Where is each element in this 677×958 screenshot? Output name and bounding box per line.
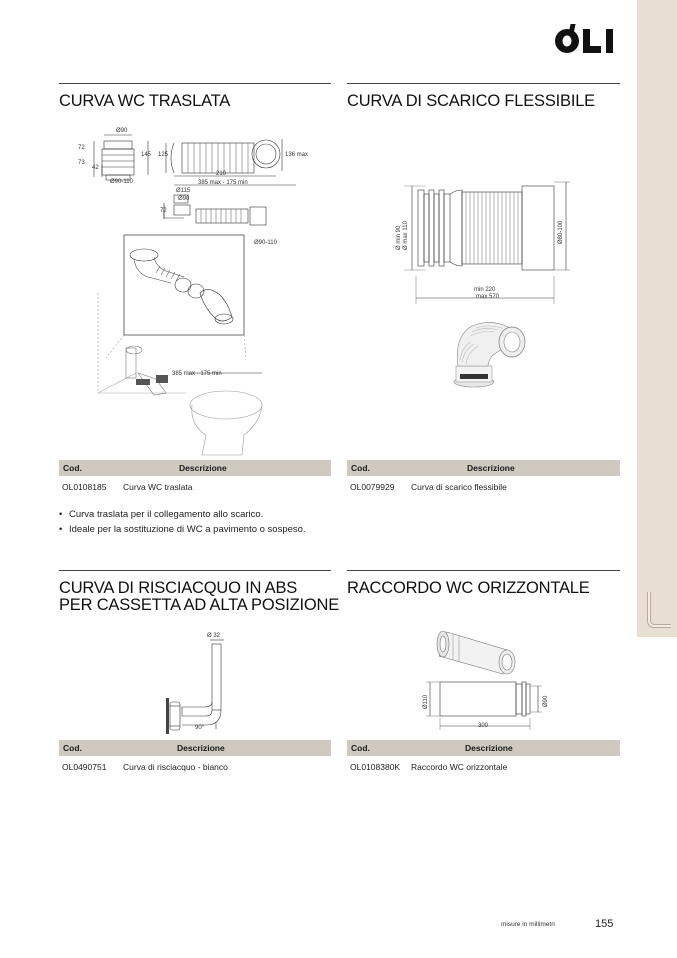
curva-flessibile-dimension-drawing — [390, 180, 580, 305]
section-rule — [59, 570, 331, 571]
curva-wc-traslata-installation-illustration — [96, 233, 326, 458]
dim-dmax: Ø max 110 — [403, 221, 409, 250]
section-title-raccordo: RACCORDO WC ORIZZONTALE — [347, 579, 590, 597]
dim-d80-100: Ø80-100 — [558, 220, 564, 244]
product-code: OL0079929 — [350, 482, 395, 492]
dim-dmin: Ø min 90 — [396, 225, 402, 250]
footer-note: misure in millimetri — [501, 921, 555, 928]
table-row — [347, 481, 620, 493]
col-desc-header: Descrizione — [177, 743, 225, 753]
dim-length: 385 max - 175 min — [198, 180, 248, 186]
curva-flessibile-product-photo — [448, 316, 532, 388]
product-description: Raccordo WC orizzontale — [411, 762, 508, 772]
dim-125: 125 — [158, 152, 169, 158]
logo-mark — [555, 22, 621, 56]
section-rule — [347, 83, 620, 84]
section-rule — [347, 570, 620, 571]
dim-max-570: max 570 — [476, 294, 500, 300]
table-row — [59, 481, 331, 493]
dim-angle-90: 90° — [195, 725, 205, 731]
feature-list — [59, 507, 306, 537]
section-rule — [59, 83, 331, 84]
col-code-header: Cod. — [63, 463, 82, 473]
dim-42: 42 — [92, 165, 99, 171]
dim-d90-110: Ø90-110 — [110, 179, 133, 185]
col-desc-header: Descrizione — [179, 463, 227, 473]
section-title-curva-flessibile: CURVA DI SCARICO FLESSIBILE — [347, 92, 595, 110]
table-header — [59, 460, 331, 476]
col-desc-header: Descrizione — [467, 463, 515, 473]
feature-item: • Ideale per la sostituzione di WC a pavimento o sospeso. — [59, 522, 306, 537]
dim-300: 300 — [478, 723, 489, 729]
dim-210: 210 — [216, 171, 227, 177]
dim-d115: Ø115 — [176, 188, 191, 194]
dim-73: 73 — [78, 160, 85, 166]
dim-d90-top: Ø90 — [116, 128, 128, 134]
dim-d90: Ø90 — [543, 695, 549, 707]
curva-wc-traslata-dimension-drawing — [64, 123, 324, 246]
dim-136: 136 max — [285, 152, 309, 158]
dim-145: 145 — [141, 152, 152, 158]
dim-d90-b: Ø90 — [178, 196, 190, 202]
product-description: Curva WC traslata — [123, 482, 193, 492]
side-band-gap — [637, 637, 677, 958]
table-row — [59, 761, 331, 773]
section-title-curva-risciacquo-line2: PER CASSETTA AD ALTA POSIZIONE — [59, 596, 340, 614]
col-desc-header: Descrizione — [465, 743, 513, 753]
col-code-header: Cod. — [63, 743, 82, 753]
dim-min-220: min 220 — [474, 287, 496, 293]
table-header — [347, 740, 620, 756]
pipe-icon — [643, 590, 673, 630]
product-code: OL0108185 — [62, 482, 107, 492]
feature-item: • Curva traslata per il collegamento allo scarico. — [59, 507, 306, 522]
curva-risciacquo-dimension-drawing — [150, 626, 250, 734]
dim-72-b: 72 — [160, 208, 167, 214]
brand-logo — [555, 22, 621, 56]
raccordo-product-photo — [435, 626, 525, 676]
dim-length-room: 385 max - 175 min — [172, 371, 222, 377]
product-description: Curva di risciacquo - bianco — [123, 762, 228, 772]
product-code: OL0490751 — [62, 762, 107, 772]
table-row — [347, 761, 620, 773]
col-code-header: Cod. — [351, 743, 370, 753]
side-color-band — [637, 0, 677, 958]
table-header — [59, 740, 331, 756]
dim-d32: Ø 32 — [207, 633, 221, 639]
raccordo-dimension-drawing — [420, 676, 560, 734]
section-title-curva-wc-traslata: CURVA WC TRASLATA — [59, 92, 231, 110]
product-code: OL0108380K — [350, 762, 401, 772]
col-code-header: Cod. — [351, 463, 370, 473]
section-title-curva-risciacquo-line1: CURVA DI RISCIACQUO IN ABS — [59, 579, 298, 597]
page-number: 155 — [595, 918, 614, 930]
dim-d90-110-b: Ø90-110 — [254, 240, 277, 246]
table-header — [347, 460, 620, 476]
dim-72: 72 — [78, 145, 85, 151]
product-description: Curva di scarico flessibile — [411, 482, 507, 492]
dim-d110: Ø110 — [423, 694, 429, 709]
